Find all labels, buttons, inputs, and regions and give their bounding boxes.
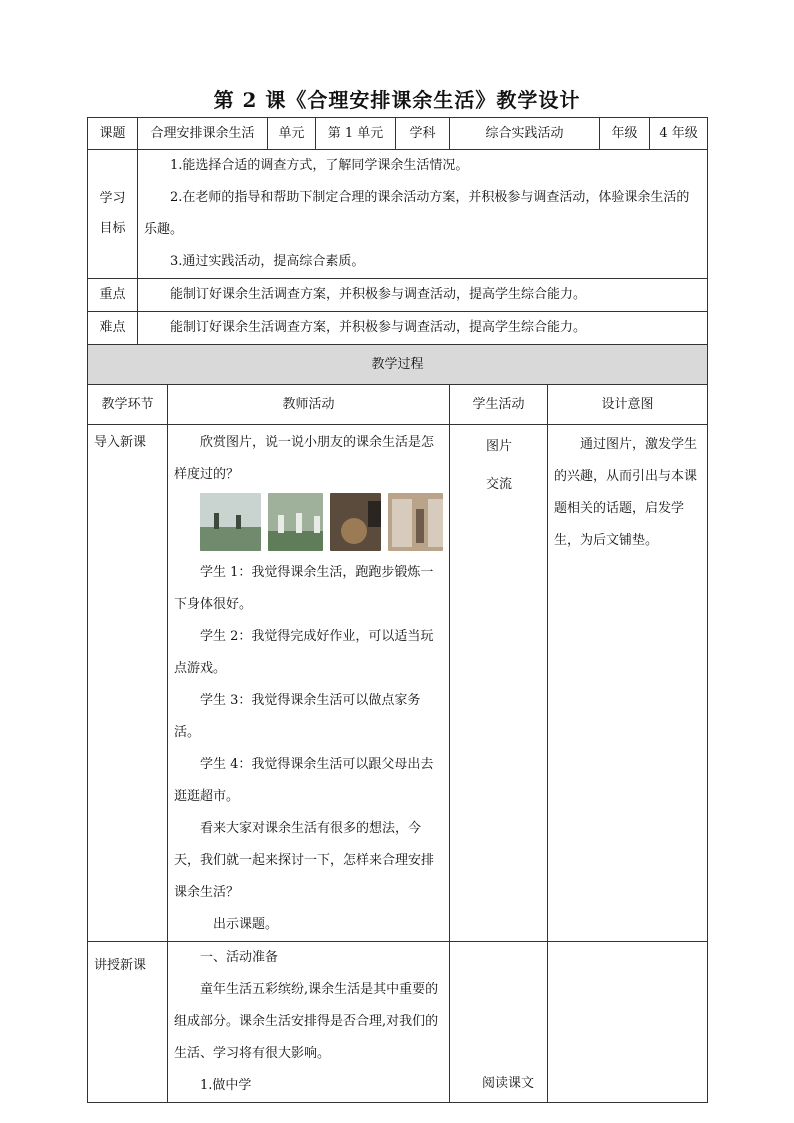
process-section-title: 教学过程 bbox=[88, 345, 708, 385]
cooking-photo bbox=[330, 493, 380, 551]
difficulty-label: 难点 bbox=[88, 312, 138, 345]
supermarket-photo bbox=[388, 493, 444, 551]
col-intent: 设计意图 bbox=[548, 385, 708, 425]
teacher-line: 童年生活五彩缤纷,课余生活是其中重要的组成部分。课余生活安排得是否合理,对我们的生活、学习将有很大影响。 bbox=[174, 982, 439, 1061]
supermarket-photo-shelf bbox=[392, 499, 412, 547]
goal-item: 2.在老师的指导和帮助下制定合理的课余活动方案，并积极参与调查活动，体验课余生活的乐趣。 bbox=[144, 190, 690, 237]
group-play-photo-kid bbox=[278, 515, 284, 533]
key-point-row bbox=[88, 279, 708, 312]
new-lesson-teacher bbox=[168, 942, 450, 1103]
photo-strip bbox=[200, 493, 443, 551]
process-header-row bbox=[88, 385, 708, 425]
cooking-photo-person bbox=[368, 501, 380, 527]
teacher-line: 1.做中学 bbox=[200, 1078, 252, 1093]
intro-teacher: 欣赏图片，说一说小朋友的课余生活是怎样度过的？ 学生 1：我觉得课余生活，跑跑步锻炼一下身体很好。 学生 2：我觉得完成好作业，可以适当玩点游戏。 学生 3：我觉得课余生活可以做点家务活。 学生 4：我觉得课余生活可以跟父母出去逛逛超市。 看来大家对课余生活有很多的想法，今天，我们就一起来探讨一下，怎样来合理安排课余生活？ 出示课题。 bbox=[168, 425, 450, 942]
cooking-photo-pan bbox=[341, 518, 367, 544]
lesson-value: 合理安排课余生活 bbox=[138, 118, 268, 150]
subject-label: 学科 bbox=[396, 118, 450, 150]
teacher-line: 学生 1：我觉得课余生活，跑跑步锻炼一下身体很好。 bbox=[174, 565, 434, 612]
running-photo-runner bbox=[214, 513, 219, 529]
teacher-line: 一、活动准备 bbox=[200, 950, 279, 965]
group-play-photo-ground bbox=[268, 531, 324, 551]
lesson-label: 课题 bbox=[88, 118, 138, 150]
col-student: 学生活动 bbox=[450, 385, 548, 425]
difficulty-row bbox=[88, 312, 708, 345]
goals-row bbox=[88, 150, 708, 279]
group-play-photo-kid bbox=[296, 513, 302, 533]
new-lesson-stage: 讲授新课 bbox=[88, 942, 168, 1103]
header-row bbox=[88, 118, 708, 150]
col-stage: 教学环节 bbox=[88, 385, 168, 425]
goals-label: 学习 目标 bbox=[88, 150, 138, 279]
key-point-text: 能制订好课余生活调查方案，并积极参与调查活动，提高学生综合能力。 bbox=[138, 279, 708, 312]
running-photo-track bbox=[200, 527, 261, 551]
subject-value: 综合实践活动 bbox=[450, 118, 600, 150]
lesson-plan-table bbox=[87, 117, 708, 1103]
goal-item: 1.能选择合适的调查方式，了解同学课余生活情况。 bbox=[170, 158, 469, 173]
goal-item: 3.通过实践活动，提高综合素质。 bbox=[170, 254, 365, 269]
new-lesson-row bbox=[88, 942, 708, 1103]
process-section-row bbox=[88, 345, 708, 385]
goals-content bbox=[138, 150, 708, 279]
new-lesson-student: 阅读课文 bbox=[450, 942, 548, 1103]
supermarket-photo-shelf bbox=[428, 499, 444, 547]
teacher-line: 看来大家对课余生活有很多的想法，今天，我们就一起来探讨一下，怎样来合理安排课余生活？ bbox=[174, 821, 435, 900]
grade-value: 4 年级 bbox=[650, 118, 708, 150]
teacher-line: 学生 4：我觉得课余生活可以跟父母出去逛逛超市。 bbox=[174, 757, 434, 804]
new-lesson-intent bbox=[548, 942, 708, 1103]
intro-stage: 导入新课 bbox=[88, 425, 168, 942]
group-play-photo bbox=[268, 493, 324, 551]
difficulty-text: 能制订好课余生活调查方案，并积极参与调查活动，提高学生综合能力。 bbox=[138, 312, 708, 345]
group-play-photo-kid bbox=[314, 516, 320, 533]
grade-label: 年级 bbox=[600, 118, 650, 150]
teacher-line: 学生 3：我觉得课余生活可以做点家务活。 bbox=[174, 693, 421, 740]
running-photo bbox=[200, 493, 261, 551]
col-teacher: 教师活动 bbox=[168, 385, 450, 425]
unit-value: 第 1 单元 bbox=[316, 118, 396, 150]
intro-student: 图片 交流 bbox=[450, 425, 548, 942]
unit-label: 单元 bbox=[268, 118, 316, 150]
page-title: 第 2 课《合理安排课余生活》教学设计 bbox=[213, 88, 581, 112]
teacher-line: 学生 2：我觉得完成好作业，可以适当玩点游戏。 bbox=[174, 629, 434, 676]
intro-row bbox=[88, 425, 708, 942]
teacher-line: 出示课题。 bbox=[213, 917, 279, 932]
running-photo-runner bbox=[236, 515, 241, 529]
supermarket-photo-person bbox=[416, 509, 424, 543]
intro-intent: 通过图片，激发学生的兴趣，从而引出与本课题相关的话题，启发学生，为后文铺垫。 bbox=[548, 425, 708, 942]
key-point-label: 重点 bbox=[88, 279, 138, 312]
